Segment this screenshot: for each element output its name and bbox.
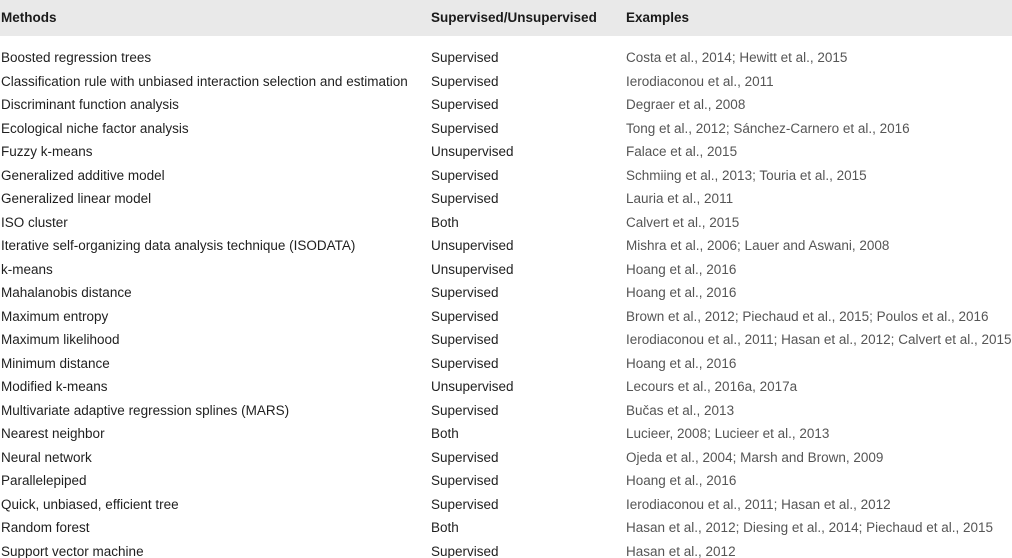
examples-cell: Tong et al., 2012; Sánchez-Carnero et al., 2016 bbox=[626, 120, 910, 136]
table-row bbox=[0, 375, 1012, 399]
table-row bbox=[0, 540, 1012, 558]
method-cell: Modified k-means bbox=[1, 379, 108, 394]
table-row bbox=[0, 140, 1012, 164]
type-cell: Supervised bbox=[431, 167, 499, 183]
type-cell: Supervised bbox=[431, 543, 499, 558]
examples-cell: Mishra et al., 2006; Lauer and Aswani, 2008 bbox=[626, 238, 890, 253]
examples-cell: Brown et al., 2012; Piechaud et al., 2015; Poulos et al., 2016 bbox=[626, 308, 989, 324]
type-cell: Unsupervised bbox=[431, 238, 514, 253]
method-cell: Multivariate adaptive regression splines (MARS) bbox=[1, 402, 290, 418]
method-cell: Minimum distance bbox=[1, 355, 110, 371]
method-cell: Fuzzy k-means bbox=[1, 144, 93, 159]
examples-cell: Schmiing et al., 2013; Touria et al., 2015 bbox=[626, 167, 867, 183]
type-cell: Supervised bbox=[431, 97, 499, 112]
table-row bbox=[0, 234, 1012, 258]
method-cell: Quick, unbiased, efficient tree bbox=[1, 496, 179, 512]
type-cell: Unsupervised bbox=[431, 261, 514, 277]
type-cell: Supervised bbox=[431, 191, 499, 206]
table-row bbox=[0, 70, 1012, 94]
method-cell: Boosted regression trees bbox=[1, 50, 152, 65]
examples-cell: Lucieer, 2008; Lucieer et al., 2013 bbox=[626, 426, 830, 441]
method-cell: Random forest bbox=[1, 520, 90, 535]
method-cell: Iterative self-organizing data analysis technique (ISODATA) bbox=[1, 238, 356, 253]
method-cell: Discriminant function analysis bbox=[1, 97, 179, 112]
type-cell: Supervised bbox=[431, 332, 499, 347]
type-cell: Both bbox=[431, 214, 459, 230]
header-examples: Examples bbox=[626, 10, 690, 25]
table-row bbox=[0, 258, 1012, 282]
table-row bbox=[0, 446, 1012, 470]
type-cell: Supervised bbox=[431, 496, 499, 512]
table-row bbox=[0, 211, 1012, 235]
table-row bbox=[0, 493, 1012, 517]
type-cell: Supervised bbox=[431, 73, 499, 89]
table-row bbox=[0, 399, 1012, 423]
examples-cell: Lecours et al., 2016a, 2017a bbox=[626, 379, 798, 394]
table-row bbox=[0, 305, 1012, 329]
table-header bbox=[0, 0, 1012, 36]
examples-cell: Costa et al., 2014; Hewitt et al., 2015 bbox=[626, 50, 848, 65]
type-cell: Supervised bbox=[431, 308, 499, 324]
examples-cell: Calvert et al., 2015 bbox=[626, 214, 740, 230]
method-cell: Classification rule with unbiased interaction selection and estimation bbox=[1, 73, 408, 89]
method-cell: Support vector machine bbox=[1, 543, 144, 558]
method-cell: ISO cluster bbox=[1, 214, 68, 230]
examples-cell: Falace et al., 2015 bbox=[626, 144, 738, 159]
table-row bbox=[0, 328, 1012, 352]
method-cell: k-means bbox=[1, 261, 53, 277]
type-cell: Supervised bbox=[431, 285, 499, 300]
table-row bbox=[0, 281, 1012, 305]
table-row bbox=[0, 187, 1012, 211]
type-cell: Supervised bbox=[431, 402, 499, 418]
type-cell: Both bbox=[431, 426, 459, 441]
type-cell: Supervised bbox=[431, 120, 499, 136]
examples-cell: Ierodiaconou et al., 2011 bbox=[626, 73, 774, 89]
method-cell: Neural network bbox=[1, 449, 92, 465]
examples-cell: Degraer et al., 2008 bbox=[626, 97, 746, 112]
table-row bbox=[0, 93, 1012, 117]
examples-cell: Hoang et al., 2016 bbox=[626, 355, 737, 371]
method-cell: Parallelepiped bbox=[1, 473, 87, 488]
table-row bbox=[0, 516, 1012, 540]
table-body bbox=[0, 46, 1012, 558]
method-cell: Nearest neighbor bbox=[1, 426, 105, 441]
type-cell: Unsupervised bbox=[431, 379, 514, 394]
examples-cell: Lauria et al., 2011 bbox=[626, 191, 734, 206]
method-cell: Maximum entropy bbox=[1, 308, 109, 324]
type-cell: Supervised bbox=[431, 449, 499, 465]
table-row bbox=[0, 469, 1012, 493]
examples-cell: Hasan et al., 2012 bbox=[626, 543, 736, 558]
type-cell: Supervised bbox=[431, 50, 499, 65]
type-cell: Supervised bbox=[431, 473, 499, 488]
examples-cell: Hoang et al., 2016 bbox=[626, 285, 737, 300]
header-methods: Methods bbox=[1, 10, 57, 25]
examples-cell: Ierodiaconou et al., 2011; Hasan et al., 2012; Calvert et al., 2015 bbox=[626, 332, 1012, 347]
type-cell: Supervised bbox=[431, 355, 499, 371]
examples-cell: Hoang et al., 2016 bbox=[626, 261, 737, 277]
examples-cell: Ierodiaconou et al., 2011; Hasan et al., 2012 bbox=[626, 496, 891, 512]
type-cell: Unsupervised bbox=[431, 144, 514, 159]
examples-cell: Bučas et al., 2013 bbox=[626, 402, 735, 418]
method-cell: Generalized linear model bbox=[1, 191, 152, 206]
table-row bbox=[0, 422, 1012, 446]
table-row bbox=[0, 46, 1012, 70]
examples-cell: Hoang et al., 2016 bbox=[626, 473, 737, 488]
table-row bbox=[0, 164, 1012, 188]
method-cell: Mahalanobis distance bbox=[1, 285, 132, 300]
type-cell: Both bbox=[431, 520, 459, 535]
table-row bbox=[0, 117, 1012, 141]
header-supervised-unsupervised: Supervised/Unsupervised bbox=[431, 10, 597, 25]
method-cell: Ecological niche factor analysis bbox=[1, 120, 189, 136]
examples-cell: Ojeda et al., 2004; Marsh and Brown, 2009 bbox=[626, 449, 884, 465]
method-cell: Generalized additive model bbox=[1, 167, 165, 183]
method-cell: Maximum likelihood bbox=[1, 332, 120, 347]
table-row bbox=[0, 352, 1012, 376]
examples-cell: Hasan et al., 2012; Diesing et al., 2014; Piechaud et al., 2015 bbox=[626, 520, 993, 535]
